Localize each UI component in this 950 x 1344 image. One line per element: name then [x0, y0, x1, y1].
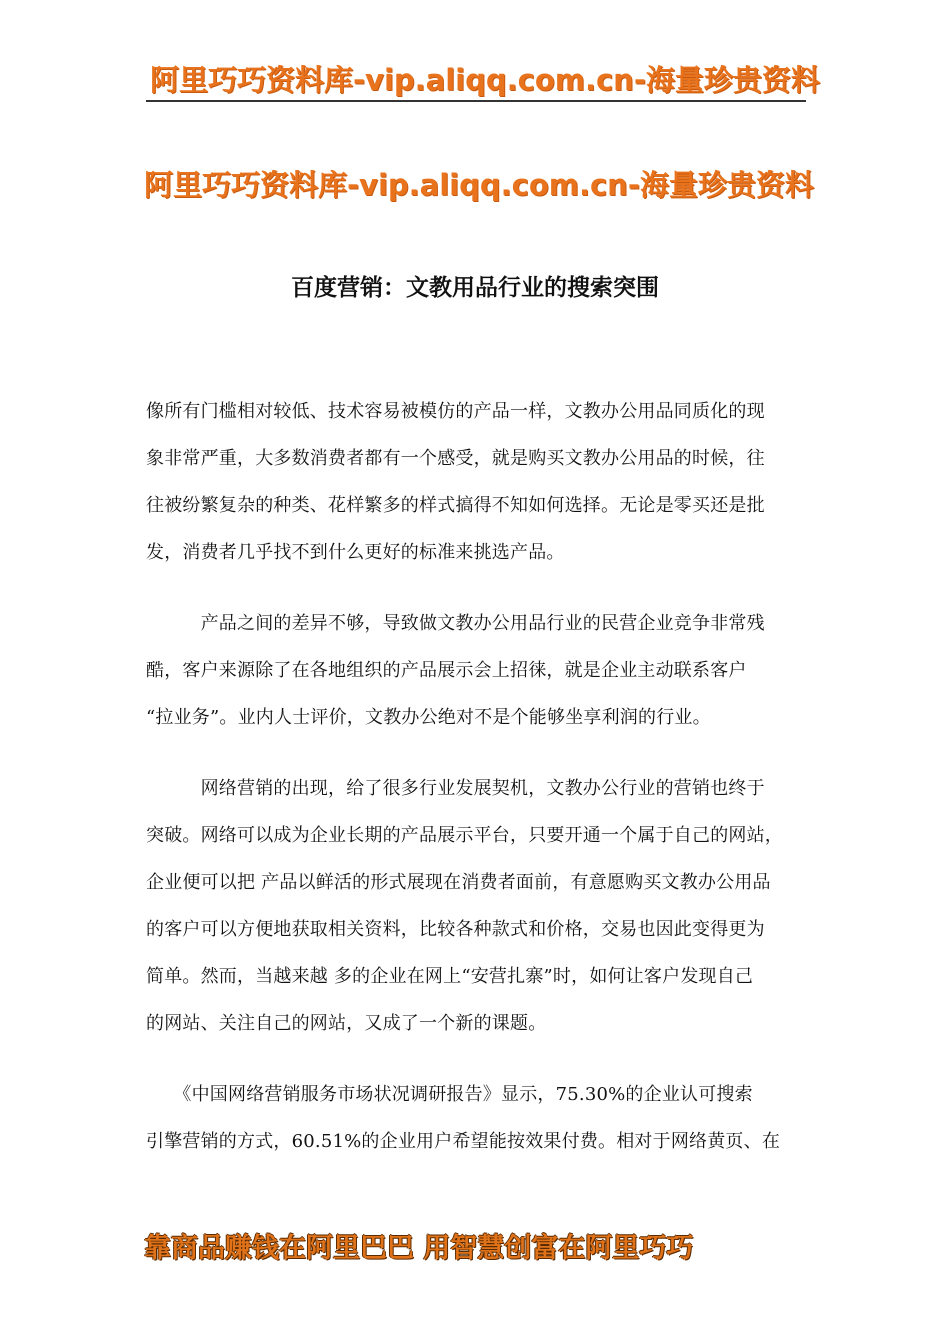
document-title: 百度营销：文教用品行业的搜索突围	[291, 275, 659, 301]
paragraph-gap	[146, 1047, 806, 1071]
paragraph-line: 网络营销的出现，给了很多行业发展契机，文教办公行业的营销也终于	[146, 778, 765, 799]
paragraph-line: 《中国网络营销服务市场状况调研报告》显示，75.30%的企业认可搜索	[146, 1084, 753, 1105]
paragraph-line: “拉业务”。业内人士评价，文教办公绝对不是个能够坐享利润的行业。	[146, 707, 711, 728]
paragraph-3	[146, 765, 806, 1047]
paragraph-line: 往被纷繁复杂的种类、花样繁多的样式搞得不知如何选择。无论是零买还是批	[146, 495, 765, 516]
paragraph-gap	[146, 576, 806, 600]
paragraph-1	[146, 388, 806, 576]
paragraph-line: 像所有门槛相对较低、技术容易被模仿的产品一样，文教办公用品同质化的现	[146, 401, 765, 422]
header-banner-text: 阿里巧巧资料库-vip.aliqq.com.cn-海量珍贵资料	[150, 63, 820, 97]
paragraph-line: 象非常严重，大多数消费者都有一个感受，就是购买文教办公用品的时候，往	[146, 448, 765, 469]
document-body	[146, 388, 806, 1165]
paragraph-4	[146, 1071, 806, 1165]
paragraph-line: 的客户可以方便地获取相关资料，比较各种款式和价格，交易也因此变得更为	[146, 919, 765, 940]
paragraph-gap	[146, 741, 806, 765]
header-banner	[146, 58, 820, 102]
paragraph-line: 酷，客户来源除了在各地组织的产品展示会上招徕，就是企业主动联系客户	[146, 660, 747, 681]
secondary-banner-text: 阿里巧巧资料库-vip.aliqq.com.cn-海量珍贵资料	[144, 168, 814, 202]
paragraph-line: 产品之间的差异不够，导致做文教办公用品行业的民营企业竞争非常残	[146, 613, 765, 634]
paragraph-line: 企业便可以把 产品以鲜活的形式展现在消费者面前，有意愿购买文教办公用品	[146, 872, 771, 893]
paragraph-line: 突破。网络可以成为企业长期的产品展示平台，只要开通一个属于自己的网站，	[146, 825, 783, 846]
secondary-banner	[142, 164, 814, 208]
footer-banner	[142, 1228, 812, 1272]
paragraph-line: 引擎营销的方式，60.51%的企业用户希望能按效果付费。相对于网络黄页、在	[146, 1131, 781, 1152]
paragraph-2	[146, 600, 806, 741]
paragraph-line: 发，消费者几乎找不到什么更好的标准来挑选产品。	[146, 542, 565, 563]
paragraph-line: 简单。然而，当越来越 多的企业在网上“安营扎寨”时，如何让客户发现自己	[146, 966, 754, 987]
footer-banner-text: 靠商品赚钱在阿里巴巴 用智慧创富在阿里巧巧	[144, 1233, 694, 1264]
paragraph-line: 的网站、关注自己的网站，又成了一个新的课题。	[146, 1013, 547, 1034]
